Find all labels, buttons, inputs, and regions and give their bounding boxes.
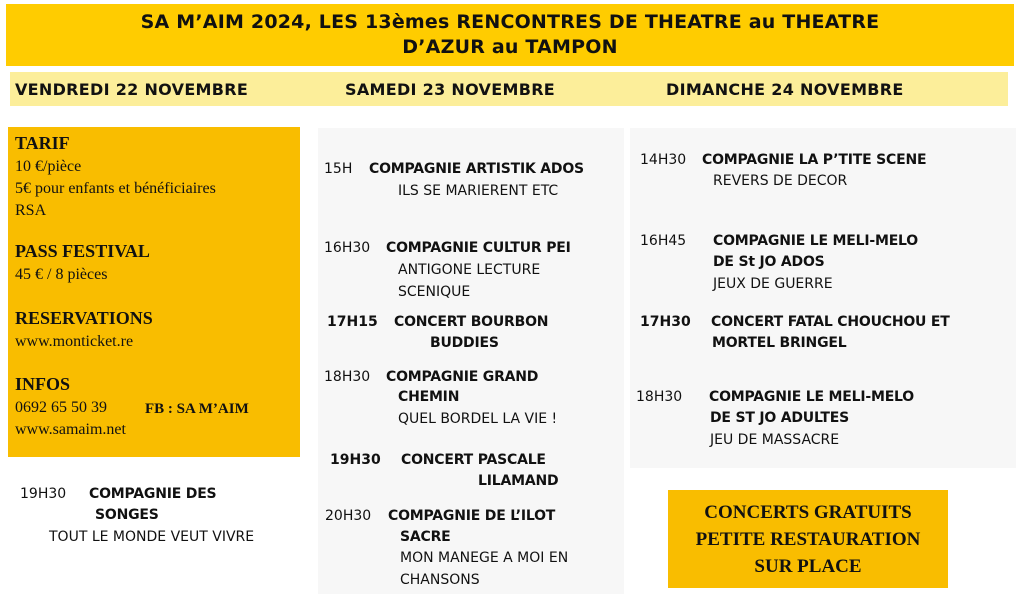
- event-title: CONCERT PASCALE: [401, 452, 546, 468]
- phone-number: 0692 65 50 39: [15, 399, 107, 416]
- event-title: SACRE: [400, 529, 451, 545]
- event-time: 15H: [324, 161, 353, 177]
- event-time: 14H30: [640, 152, 687, 168]
- event-title: CONCERT BOURBON: [394, 314, 549, 330]
- event-time: 18H30: [636, 389, 683, 405]
- website-link[interactable]: www.samaim.net: [15, 421, 126, 438]
- event-title: COMPAGNIE ARTISTIK ADOS: [369, 161, 584, 177]
- event-title: CONCERT FATAL CHOUCHOU ET: [711, 314, 950, 330]
- event-title: LILAMAND: [478, 473, 559, 489]
- event-subtitle: REVERS DE DECOR: [713, 173, 848, 189]
- title-line-1: SA M’AIM 2024, LES 13èmes RENCONTRES DE THEATRE au THEATRE: [140, 11, 880, 33]
- event-time: 16H30: [324, 240, 371, 256]
- event-subtitle: QUEL BORDEL LA VIE !: [398, 411, 558, 427]
- promo-box: [668, 490, 948, 588]
- event-title: DE St JO ADOS: [713, 254, 825, 270]
- event-title: COMPAGNIE DES: [89, 486, 217, 502]
- event-title: SONGES: [95, 507, 159, 523]
- event-title: COMPAGNIE GRAND: [386, 369, 539, 385]
- event-title: MORTEL BRINGEL: [712, 335, 847, 351]
- day-sunday: DIMANCHE 24 NOVEMBRE: [666, 80, 904, 99]
- event-subtitle: ILS SE MARIERENT ETC: [398, 183, 559, 199]
- tarif-line: 5€ pour enfants et bénéficiaires: [15, 180, 216, 197]
- reservations-link[interactable]: www.monticket.re: [15, 333, 134, 350]
- event-time: 20H30: [325, 508, 372, 524]
- event-title: COMPAGNIE LE MELI-MELO: [709, 389, 914, 405]
- reservations-heading: RESERVATIONS: [15, 308, 153, 328]
- day-saturday: SAMEDI 23 NOVEMBRE: [345, 80, 556, 99]
- promo-line: PETITE RESTAURATION: [695, 528, 921, 550]
- title-line-2: D’AZUR au TAMPON: [402, 36, 618, 58]
- facebook-handle: FB : SA M’AIM: [145, 401, 249, 417]
- event-time: 18H30: [324, 369, 371, 385]
- tarif-heading: TARIF: [15, 133, 70, 153]
- event-subtitle: JEUX DE GUERRE: [713, 276, 833, 292]
- event-subtitle: CHANSONS: [400, 572, 480, 588]
- day-friday: VENDREDI 22 NOVEMBRE: [15, 80, 249, 99]
- tarif-line: RSA: [15, 202, 47, 219]
- event-time: 16H45: [640, 233, 687, 249]
- event-title: CHEMIN: [398, 389, 460, 405]
- event-time: 17H15: [327, 314, 378, 330]
- event-subtitle: ANTIGONE LECTURE: [398, 262, 541, 278]
- event-subtitle: TOUT LE MONDE VEUT VIVRE: [49, 529, 255, 545]
- event-subtitle: MON MANEGE A MOI EN: [400, 550, 569, 566]
- event-title: COMPAGNIE LA P’TITE SCENE: [702, 152, 927, 168]
- event-time: 19H30: [330, 452, 381, 468]
- page-title: [6, 4, 1014, 66]
- event-title: COMPAGNIE LE MELI-MELO: [713, 233, 918, 249]
- event-time: 17H30: [640, 314, 691, 330]
- event-subtitle: JEU DE MASSACRE: [710, 432, 840, 448]
- event-time: 19H30: [20, 486, 67, 502]
- promo-line: SUR PLACE: [754, 555, 862, 577]
- pass-value: 45 € / 8 pièces: [15, 266, 108, 283]
- event-title: BUDDIES: [430, 335, 499, 351]
- event-title: COMPAGNIE CULTUR PEI: [386, 240, 571, 256]
- promo-line: CONCERTS GRATUITS: [704, 501, 912, 523]
- tarif-line: 10 €/pièce: [15, 158, 82, 175]
- event-subtitle: SCENIQUE: [398, 284, 471, 300]
- infos-heading: INFOS: [15, 374, 71, 394]
- event-title: DE ST JO ADULTES: [710, 410, 849, 426]
- event-title: COMPAGNIE DE L’ILOT: [388, 508, 556, 524]
- pass-heading: PASS FESTIVAL: [15, 241, 150, 261]
